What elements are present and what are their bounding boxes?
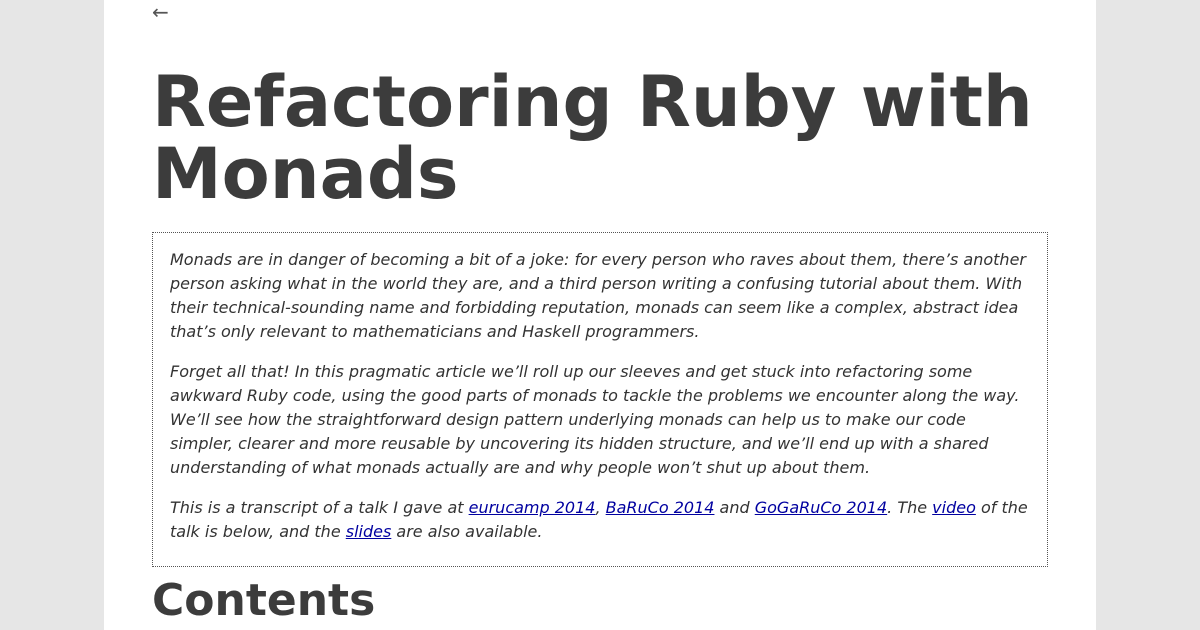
video-link[interactable]: video [932, 498, 976, 517]
abstract-text: , [595, 498, 606, 517]
abstract-paragraph-3 [170, 496, 1030, 544]
page-container [104, 0, 1096, 630]
contents-heading: Contents [152, 575, 376, 626]
abstract-text: This is a transcript of a talk I gave at [170, 498, 469, 517]
abstract-paragraph-1: Monads are in danger of becoming a bit of a joke: for every person who raves about them, there’s another person asking what in the world they are, and a third person writing a confusing tutorial about them. With their technical-sounding name and forbidding reputation, monads can seem like a complex, abstract idea that’s only relevant to mathematicians and Haskell programmers. [170, 250, 1026, 341]
abstract-text: are also available. [391, 522, 543, 541]
abstract-text: of the talk is below, and the [170, 498, 1028, 541]
abstract-box [152, 232, 1048, 567]
abstract-paragraph-2: Forget all that! In this pragmatic article we’ll roll up our sleeves and get stuck into refactoring some awkward Ruby code, using the good parts of monads to tackle the problems we encounter along the way. We’ll see how the straightforward design pattern underlying monads can help us to make our code simpler, clearer and more reusable by uncovering its hidden structure, and we’ll end up with a shared understanding of what monads actually are and why people won’t shut up about them. [170, 362, 1020, 477]
back-arrow-icon[interactable]: ← [152, 0, 169, 24]
slides-link[interactable]: slides [345, 522, 392, 541]
baruco-link[interactable]: BaRuCo 2014 [605, 498, 715, 517]
page-title: Refactoring Ruby with Monads [152, 61, 1033, 215]
abstract-text: . The [887, 498, 933, 517]
abstract-text: and [714, 498, 755, 517]
gogaruco-link[interactable]: GoGaRuCo 2014 [754, 498, 888, 517]
eurucamp-link[interactable]: eurucamp 2014 [468, 498, 596, 517]
